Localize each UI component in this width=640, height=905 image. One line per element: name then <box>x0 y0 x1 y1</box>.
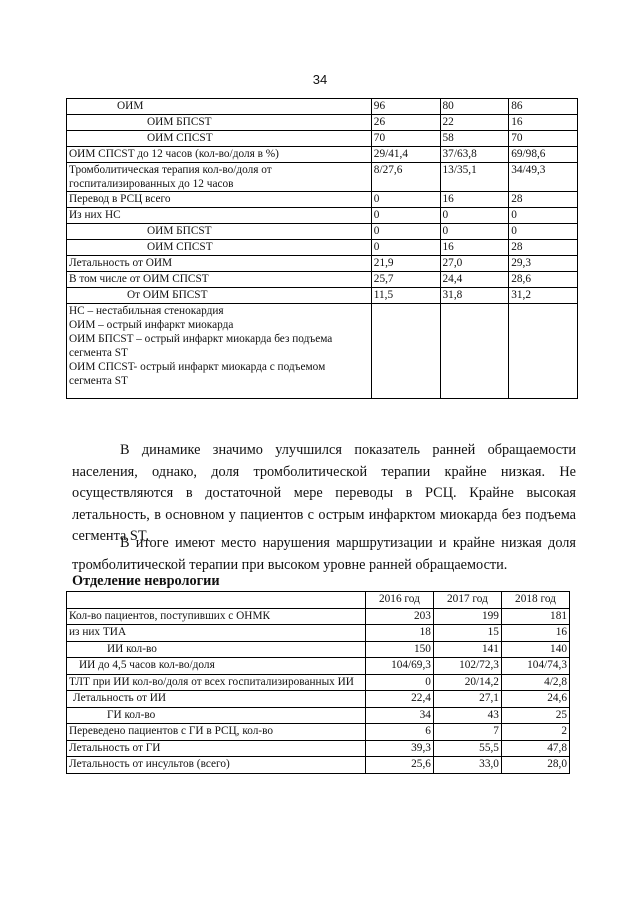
cell-2016: 0 <box>371 240 440 256</box>
cell-2016: 0 <box>371 208 440 224</box>
cell-2018: 28,0 <box>501 757 569 774</box>
cell-2018: 86 <box>509 99 578 115</box>
cell-2017: 15 <box>433 625 501 642</box>
header-cell <box>67 592 366 609</box>
row-label: из них ТИА <box>67 625 366 642</box>
table-row <box>67 674 570 691</box>
row-label: Перевод в РСЦ всего <box>67 192 372 208</box>
neurology-table <box>66 591 570 774</box>
table-row <box>67 240 578 256</box>
table-row <box>67 163 578 192</box>
cell-2018: 47,8 <box>501 740 569 757</box>
table-row <box>67 131 578 147</box>
cell-2016: 18 <box>365 625 433 642</box>
legend-line: НС – нестабильная стенокардия <box>69 305 224 317</box>
paragraph-dynamics: В динамике значимо улучшился показатель ранней обращаемости населения, однако, доля тромболитической терапии крайне низкая. Не осуществляются в достаточной мере переводы в РСЦ. Крайне высокая летальность, в основном у пациентов с острым инфарктом миокарда без подъема сегмента ST. <box>72 442 576 544</box>
cell-2016: 29/41,4 <box>371 147 440 163</box>
empty-cell <box>371 304 440 399</box>
cell-2018: 24,6 <box>501 691 569 708</box>
row-label: В том числе от ОИМ СПСST <box>67 272 372 288</box>
cell-2017: 43 <box>433 707 501 724</box>
cell-2016: 150 <box>365 641 433 658</box>
row-label: ГИ кол-во <box>67 707 366 724</box>
cell-2018: 0 <box>509 224 578 240</box>
cell-2018: 4/2,8 <box>501 674 569 691</box>
row-label: Летальность от ГИ <box>67 740 366 757</box>
cell-2016: 25,6 <box>365 757 433 774</box>
table-row <box>67 208 578 224</box>
table-row <box>67 625 570 642</box>
legend-line: ОИМ БПСST – острый инфаркт миокарда без подъема сегмента ST <box>69 333 333 359</box>
cell-2016: 25,7 <box>371 272 440 288</box>
table-row <box>67 608 570 625</box>
cell-2016: 0 <box>371 192 440 208</box>
table-row <box>67 115 578 131</box>
cell-2017: 80 <box>440 99 509 115</box>
cell-2017: 16 <box>440 192 509 208</box>
table-header-row <box>67 592 570 609</box>
cell-2018: 31,2 <box>509 288 578 304</box>
cell-2016: 96 <box>371 99 440 115</box>
row-label: Летальность от ИИ <box>67 691 366 708</box>
cell-2016: 39,3 <box>365 740 433 757</box>
cell-2018: 16 <box>509 115 578 131</box>
cell-2016: 70 <box>371 131 440 147</box>
row-label: Из них НС <box>67 208 372 224</box>
cell-2018: 181 <box>501 608 569 625</box>
cell-2018: 28 <box>509 240 578 256</box>
row-label: Кол-во пациентов, поступивших с ОНМК <box>67 608 366 625</box>
legend-line: ОИМ СПСST- острый инфаркт миокарда с подъемом сегмента ST <box>69 361 326 387</box>
table-row <box>67 691 570 708</box>
cell-2017: 102/72,3 <box>433 658 501 675</box>
cell-2016: 21,9 <box>371 256 440 272</box>
cell-2016: 6 <box>365 724 433 741</box>
cell-2018: 104/74,3 <box>501 658 569 675</box>
table-row <box>67 288 578 304</box>
cell-2018: 29,3 <box>509 256 578 272</box>
cell-2017: 0 <box>440 224 509 240</box>
table-row <box>67 724 570 741</box>
cell-2017: 27,0 <box>440 256 509 272</box>
row-label: Летальность от ОИМ <box>67 256 372 272</box>
row-label: ОИМ СПСST до 12 часов (кол-во/доля в %) <box>67 147 372 163</box>
table-row <box>67 224 578 240</box>
cell-2017: 58 <box>440 131 509 147</box>
cell-2018: 25 <box>501 707 569 724</box>
table-row <box>67 147 578 163</box>
cell-2018: 69/98,6 <box>509 147 578 163</box>
header-cell: 2017 год <box>433 592 501 609</box>
cell-2016: 11,5 <box>371 288 440 304</box>
abbreviation-legend <box>67 304 372 399</box>
cell-2016: 0 <box>365 674 433 691</box>
row-label: ОИМ БПСST <box>67 115 372 131</box>
table-row <box>67 192 578 208</box>
cell-2017: 24,4 <box>440 272 509 288</box>
cell-2018: 28,6 <box>509 272 578 288</box>
cell-2017: 31,8 <box>440 288 509 304</box>
cell-2017: 22 <box>440 115 509 131</box>
row-label: ОИМ БПСST <box>67 224 372 240</box>
paragraph-conclusion: В итоге имеют место нарушения маршрутизации и крайне низкая доля тромболитической терапии при высоком уровне ранней обращаемости. <box>72 535 576 573</box>
table-row <box>67 707 570 724</box>
cell-2018: 16 <box>501 625 569 642</box>
cell-2017: 27,1 <box>433 691 501 708</box>
cell-2018: 70 <box>509 131 578 147</box>
row-label: От ОИМ БПСST <box>67 288 372 304</box>
row-label: ТЛТ при ИИ кол-во/доля от всех госпитализированных ИИ <box>67 674 366 691</box>
cell-2018: 0 <box>509 208 578 224</box>
table-row <box>67 272 578 288</box>
cell-2016: 26 <box>371 115 440 131</box>
cell-2016: 104/69,3 <box>365 658 433 675</box>
cell-2017: 0 <box>440 208 509 224</box>
section-title: Отделение неврологии <box>72 573 220 589</box>
row-label: ОИМ СПСST <box>67 131 372 147</box>
cell-2017: 16 <box>440 240 509 256</box>
table-row <box>67 641 570 658</box>
row-label: Тромболитическая терапия кол-во/доля от госпитализированных до 12 часов <box>67 163 372 192</box>
cell-2017: 37/63,8 <box>440 147 509 163</box>
row-label: ОИМ <box>67 99 372 115</box>
row-label: Переведено пациентов с ГИ в РСЦ, кол-во <box>67 724 366 741</box>
row-label: Летальность от инсультов (всего) <box>67 757 366 774</box>
cell-2017: 13/35,1 <box>440 163 509 192</box>
legend-line: ОИМ – острый инфаркт миокарда <box>69 319 234 331</box>
cell-2016: 34 <box>365 707 433 724</box>
table-row <box>67 256 578 272</box>
cell-2017: 55,5 <box>433 740 501 757</box>
header-cell: 2018 год <box>501 592 569 609</box>
cell-2016: 8/27,6 <box>371 163 440 192</box>
table-row <box>67 658 570 675</box>
empty-cell <box>509 304 578 399</box>
cell-2017: 7 <box>433 724 501 741</box>
table-row <box>67 757 570 774</box>
cell-2017: 33,0 <box>433 757 501 774</box>
cell-2016: 203 <box>365 608 433 625</box>
cell-2016: 22,4 <box>365 691 433 708</box>
header-cell: 2016 год <box>365 592 433 609</box>
cell-2018: 140 <box>501 641 569 658</box>
cell-2017: 141 <box>433 641 501 658</box>
legend-row <box>67 304 578 399</box>
row-label: ОИМ СПСST <box>67 240 372 256</box>
cell-2018: 34/49,3 <box>509 163 578 192</box>
cell-2018: 28 <box>509 192 578 208</box>
row-label: ИИ кол-во <box>67 641 366 658</box>
table-row <box>67 99 578 115</box>
cell-2016: 0 <box>371 224 440 240</box>
row-label: ИИ до 4,5 часов кол-во/доля <box>67 658 366 675</box>
cell-2018: 2 <box>501 724 569 741</box>
cell-2017: 199 <box>433 608 501 625</box>
table-row <box>67 740 570 757</box>
cardiology-table <box>66 98 578 399</box>
cell-2017: 20/14,2 <box>433 674 501 691</box>
empty-cell <box>440 304 509 399</box>
page-number: 34 <box>312 72 328 87</box>
